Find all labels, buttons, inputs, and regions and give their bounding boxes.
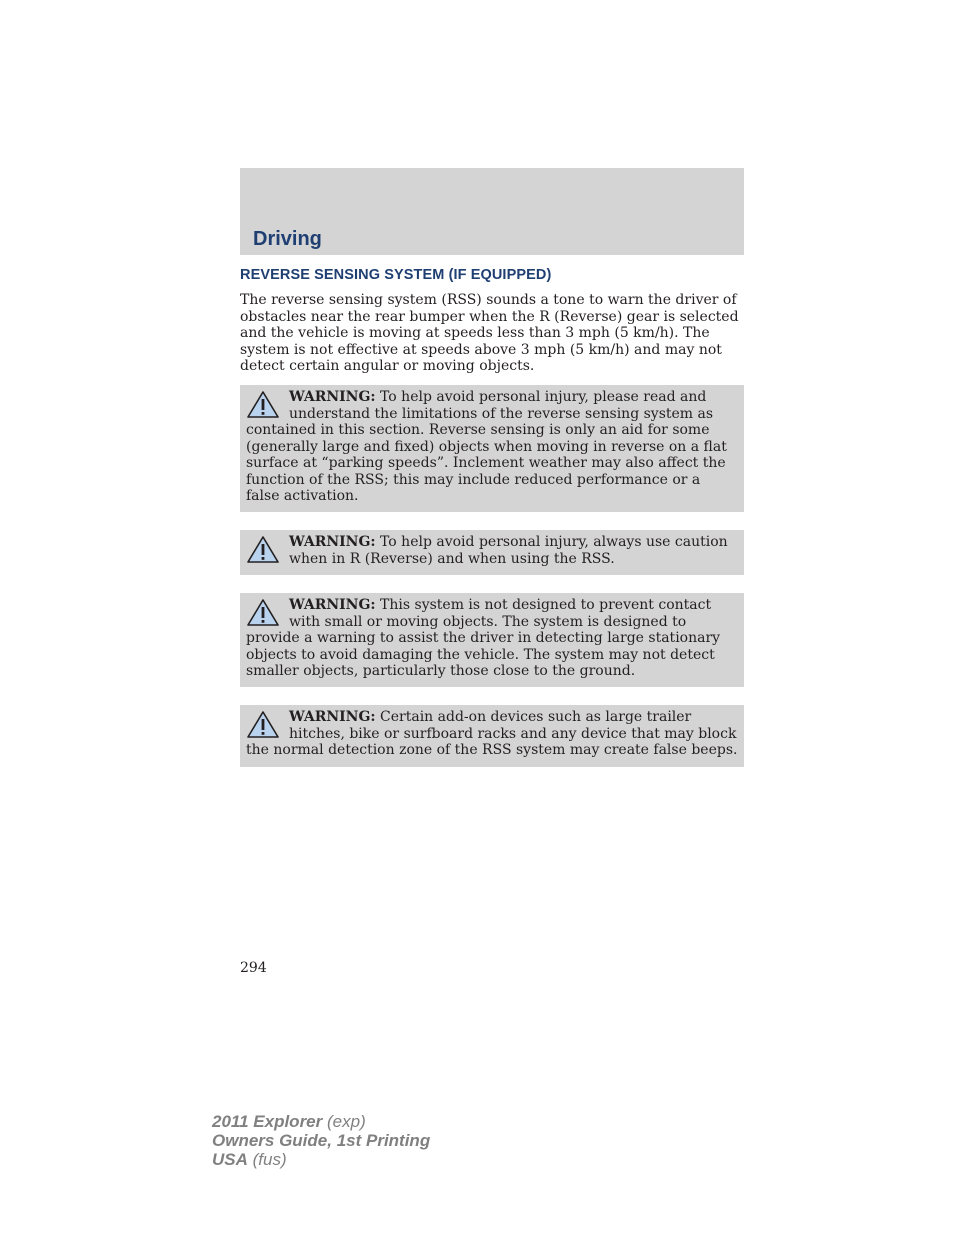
footer-imprint xyxy=(212,1112,430,1169)
warning-label: WARNING: xyxy=(289,597,376,613)
footer-model-code: (exp) xyxy=(327,1112,366,1131)
warning-triangle-icon xyxy=(246,535,280,565)
warning-triangle-icon xyxy=(246,598,280,628)
warning-body: Certain add-on devices such as large trailer hitches, bike or surfboard racks and any device that may block the normal detection zone of the RSS system may create false beeps. xyxy=(246,709,738,758)
warning-text-4 xyxy=(246,709,738,759)
footer-market: USA xyxy=(212,1150,248,1169)
warning-box-4 xyxy=(240,705,744,767)
page-heading: REVERSE SENSING SYSTEM (IF EQUIPPED) xyxy=(240,267,552,283)
section-title: Driving xyxy=(253,228,322,250)
warning-box-3 xyxy=(240,593,744,687)
page-number: 294 xyxy=(240,960,267,976)
section-header-band xyxy=(240,168,744,255)
footer-line-2 xyxy=(212,1131,430,1150)
warning-text-3 xyxy=(246,597,738,680)
footer-line-1 xyxy=(212,1112,430,1131)
warning-triangle-icon xyxy=(246,390,280,420)
footer-line-3 xyxy=(212,1150,430,1169)
warning-body: To help avoid personal injury, please read and understand the limitations of the reverse sensing system as contained in this section. Reverse sensing is only an aid for some (generally large and fixed) objects when moving in reverse on a flat surface at “parking speeds”. Inclement weather may also affect the function of the RSS; this may include reduced performance or a false activation. xyxy=(246,389,727,504)
warning-text-2 xyxy=(246,534,738,567)
footer-printing: Owners Guide, 1st Printing xyxy=(212,1131,431,1150)
warning-box-2 xyxy=(240,530,744,575)
warning-label: WARNING: xyxy=(289,534,376,550)
footer-market-code: (fus) xyxy=(252,1150,287,1169)
footer-model: 2011 Explorer xyxy=(212,1112,323,1131)
warning-body: To help avoid personal injury, always use caution when in R (Reverse) and when using the RSS. xyxy=(289,534,728,567)
warning-box-1 xyxy=(240,385,744,512)
warning-triangle-icon xyxy=(246,710,280,740)
warning-label: WARNING: xyxy=(289,389,376,405)
intro-paragraph: The reverse sensing system (RSS) sounds a tone to warn the driver of obstacles near the rear bumper when the R (Reverse) gear is selected and the vehicle is moving at speeds less than 3 mph (5 km/h). The system is not effective at speeds above 3 mph (5 km/h) and may not detect certain angular or moving objects. xyxy=(240,292,739,374)
warning-text-1 xyxy=(246,389,738,505)
warning-body: This system is not designed to prevent contact with small or moving objects. The system is designed to provide a warning to assist the driver in detecting large stationary objects to avoid damaging the vehicle. The system may not detect smaller objects, particularly those close to the ground. xyxy=(246,597,721,679)
warning-label: WARNING: xyxy=(289,709,376,725)
